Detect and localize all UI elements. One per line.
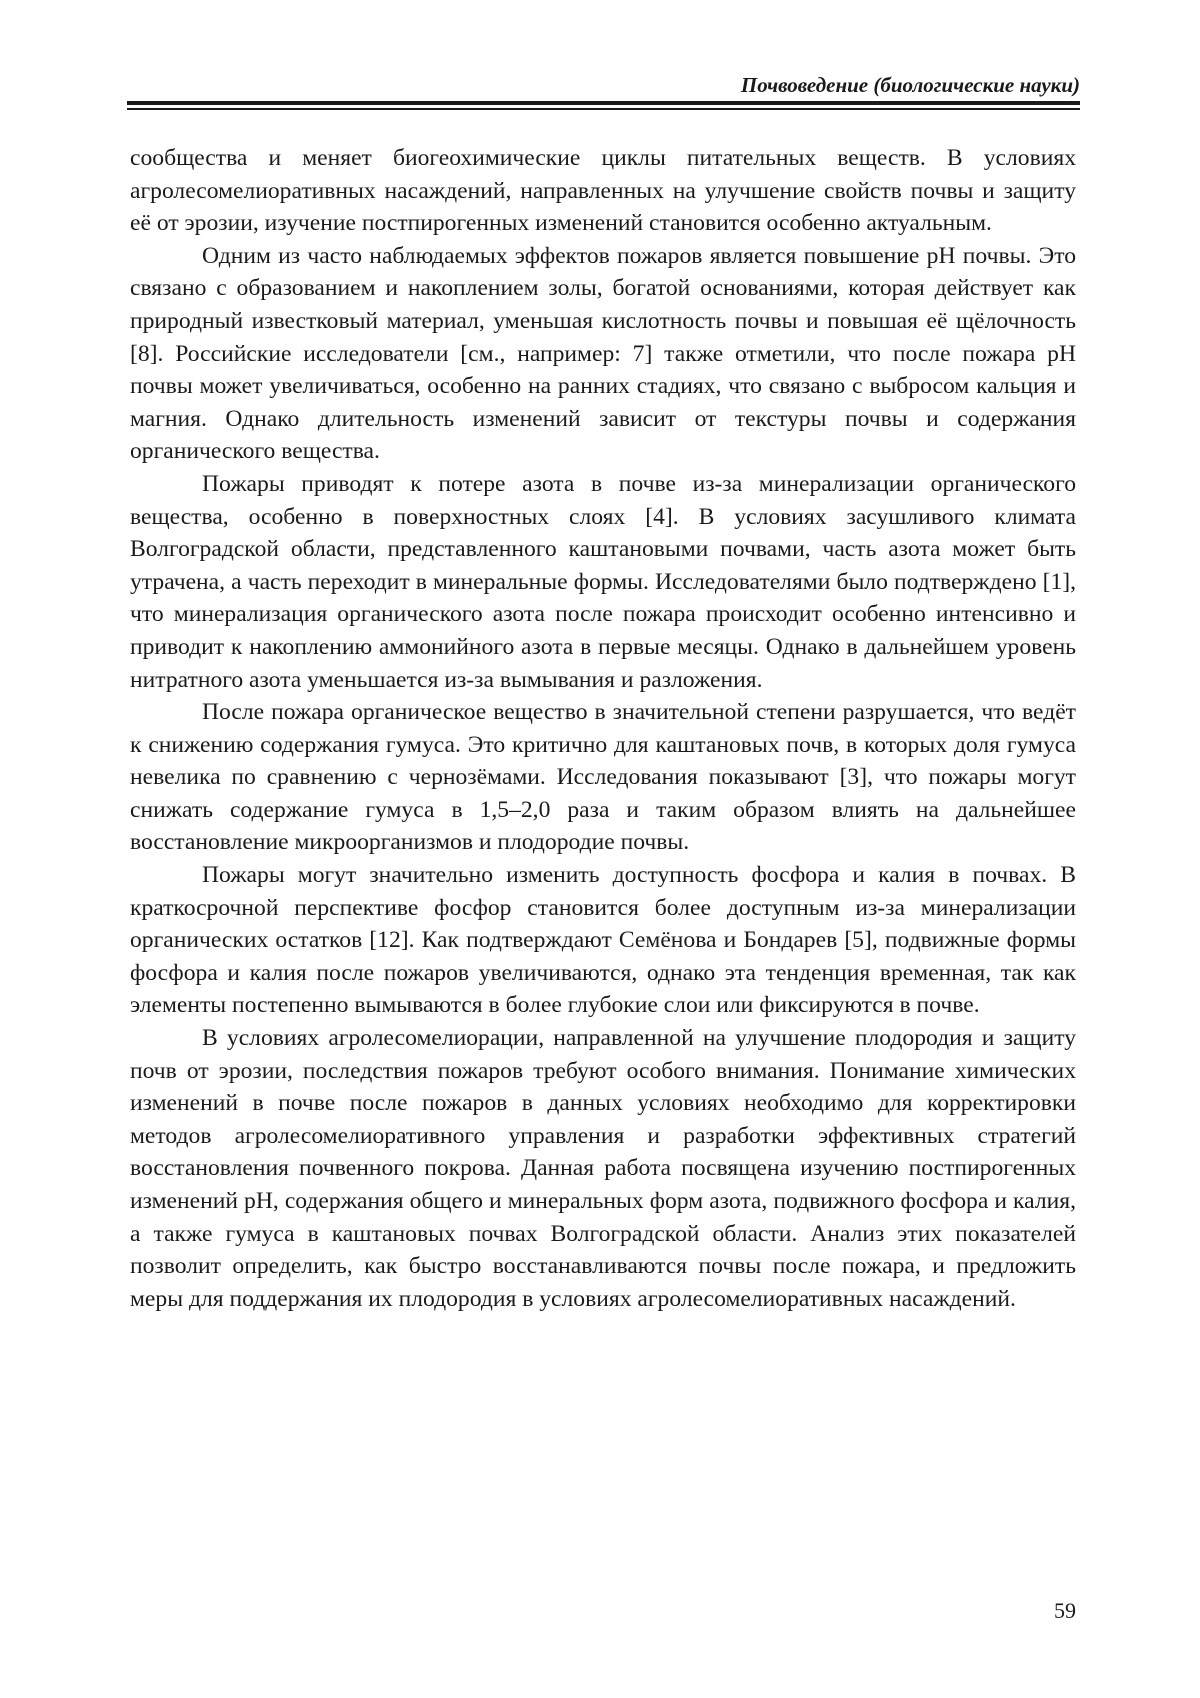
header-rule-thin [127, 108, 1080, 110]
paragraph-humus: После пожара органическое вещество в значительной степени разрушается, что ведёт к снижению содержания гумуса. Это критично для каштановых почв, в которых доля гумуса невелика по сравнению с чернозёмами. Исследования показывают [3], что пожары могут снижать содержание гумуса в 1,5–2,0 раза и таким образом влиять на дальнейшее восстановление микроорганизмов и плодородие почвы. [130, 699, 1076, 856]
running-head: Почвоведение (биологические науки) [740, 73, 1080, 97]
paragraph-ph: Одним из часто наблюдаемых эффектов пожаров является повышение рН почвы. Это связано с образованием и накоплением золы, богатой основаниями, которая действует как природный известковый материал, уменьшая кислотность почвы и повышая её щёлочность [8]. Российские исследователи [см., например: 7] также отметили, что после пожара pH почвы может увеличиваться, особенно на ранних стадиях, что связано с выбросом кальция и магния. Однако длительность изменений зависит от текстуры почвы и содержания органического вещества. [130, 242, 1076, 465]
paragraph-phosphorus-potassium: Пожары могут значительно изменить доступность фосфора и калия в почвах. В краткосрочной перспективе фосфор становится более доступным из-за минерализации органических остатков [12]. Как подтверждают Семёнова и Бондарев [5], подвижные формы фосфора и калия после пожаров увеличиваются, однако эта тенденция временная, так как элементы постепенно вымываются в более глубокие слои или фиксируются в почве. [130, 862, 1076, 1019]
paragraph-study-aim: В условиях агролесомелиорации, направленной на улучшение плодородия и защиту почв от эрозии, последствия пожаров требуют особого внимания. Понимание химических изменений в почве после пожаров в данных условиях необходимо для корректировки методов агролесомелиоративного управления и разработки эффективных стратегий восстановления почвенного покрова. Данная работа посвящена изучению постпирогенных изменений рН, содержания общего и минеральных форм азота, подвижного фосфора и калия, а также гумуса в каштановых почвах Волгоградской области. Анализ этих показателей позволит определить, как быстро восстанавливаются почвы после пожара, и предложить меры для поддержания их плодородия в условиях агролесомелиоративных насаждений. [130, 1025, 1076, 1312]
paragraph-nitrogen: Пожары приводят к потере азота в почве из-за минерализации органического вещества, особенно в поверхностных слоях [4]. В условиях засушливого климата Волгоградской области, представленного каштановыми почвами, часть азота может быть утрачена, а часть переходит в минеральные формы. Исследователями было подтверждено [1], что минерализация органического азота после пожара происходит особенно интенсивно и приводит к накоплению аммонийного азота в первые месяцы. Однако в дальнейшем уровень нитратного азота уменьшается из-за вымывания и разложения. [130, 470, 1076, 693]
header-rule-thick [127, 101, 1080, 105]
body-text [130, 142, 1076, 1315]
paragraph-continued: сообщества и меняет биогеохимические циклы питательных веществ. В условиях агролесомелиоративных насаждений, направленных на улучшение свойств почвы и защиту её от эрозии, изучение постпирогенных изменений становится особенно актуальным. [130, 145, 1076, 237]
page-number: 59 [1054, 1598, 1076, 1623]
